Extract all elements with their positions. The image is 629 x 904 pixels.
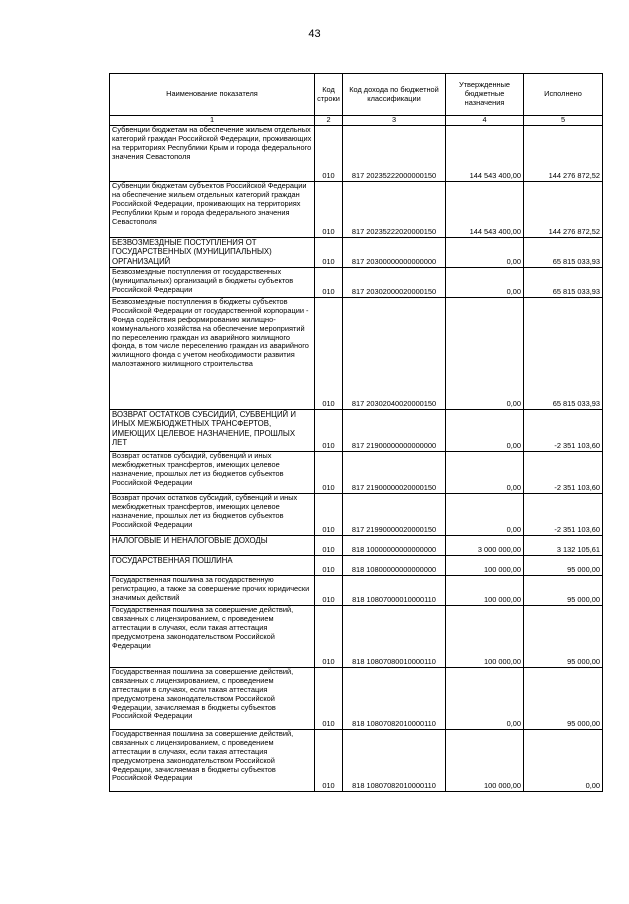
cell-kbk: 817 20300000000000000	[343, 238, 446, 268]
cell-kbk: 818 10800000000000000	[343, 556, 446, 576]
column-number-row	[110, 116, 603, 126]
col-number: 4	[446, 116, 524, 126]
cell-plan: 0,00	[446, 668, 524, 730]
cell-done: 65 815 033,93	[524, 298, 603, 410]
cell-done: -2 351 103,60	[524, 494, 603, 536]
cell-plan: 3 000 000,00	[446, 536, 524, 556]
cell-code: 010	[315, 494, 343, 536]
budget-table	[109, 73, 603, 792]
cell-done: 95 000,00	[524, 606, 603, 668]
cell-name: НАЛОГОВЫЕ И НЕНАЛОГОВЫЕ ДОХОДЫ	[110, 536, 315, 556]
cell-plan: 0,00	[446, 298, 524, 410]
cell-name: Государственная пошлина за совершение действий, связанных с лицензированием, с проведением аттестации в случаях, если такая аттестация предусмотрена законодательством Российской Федерации, зачисляемая в бюджеты субъектов Российской Федерации	[110, 730, 315, 792]
cell-done: 95 000,00	[524, 556, 603, 576]
cell-name: Государственная пошлина за совершение действий, связанных с лицензированием, с проведением аттестации в случаях, если такая аттестация предусмотрена законодательством Российской Федерации, зачисляемая в бюджеты субъектов Российской Федерации	[110, 668, 315, 730]
table-row	[110, 452, 603, 494]
page-number: 43	[308, 28, 321, 40]
cell-done: 3 132 105,61	[524, 536, 603, 556]
cell-kbk: 817 20302000020000150	[343, 268, 446, 298]
cell-kbk: 818 10807082010000110	[343, 730, 446, 792]
cell-plan: 0,00	[446, 410, 524, 452]
cell-code: 010	[315, 556, 343, 576]
table-row	[110, 606, 603, 668]
cell-kbk: 817 20235222020000150	[343, 182, 446, 238]
cell-plan: 100 000,00	[446, 576, 524, 606]
cell-name: ГОСУДАРСТВЕННАЯ ПОШЛИНА	[110, 556, 315, 576]
cell-done: -2 351 103,60	[524, 452, 603, 494]
cell-kbk: 818 10807080010000110	[343, 606, 446, 668]
table-row	[110, 238, 603, 268]
table-row	[110, 494, 603, 536]
table-row	[110, 730, 603, 792]
cell-name: Безвозмездные поступления в бюджеты субъектов Российской Федерации от государственной корпорации - Фонда содействия реформированию жилищно-коммунального хозяйства на обеспечение мероприятий по переселению граждан из аварийного жилищного фонда, в том числе переселению граждан из аварийного жилищного фонда с учетом необходимости развития малоэтажного жилищного строительства	[110, 298, 315, 410]
table-row	[110, 126, 603, 182]
table-row	[110, 536, 603, 556]
cell-code: 010	[315, 298, 343, 410]
col-number: 2	[315, 116, 343, 126]
cell-code: 010	[315, 606, 343, 668]
cell-name: Возврат прочих остатков субсидий, субвенций и иных межбюджетных трансфертов, имеющих целевое назначение, прошлых лет из бюджетов субъектов Российской Федерации	[110, 494, 315, 536]
table-row	[110, 298, 603, 410]
cell-code: 010	[315, 410, 343, 452]
cell-name: БЕЗВОЗМЕЗДНЫЕ ПОСТУПЛЕНИЯ ОТ ГОСУДАРСТВЕННЫХ (МУНИЦИПАЛЬНЫХ) ОРГАНИЗАЦИЙ	[110, 238, 315, 268]
cell-code: 010	[315, 576, 343, 606]
cell-done: 95 000,00	[524, 668, 603, 730]
cell-plan: 0,00	[446, 238, 524, 268]
cell-name: Безвозмездные поступления от государственных (муниципальных) организаций в бюджеты субъектов Российской Федерации	[110, 268, 315, 298]
cell-name: Возврат остатков субсидий, субвенций и иных межбюджетных трансфертов, имеющих целевое назначение, прошлых лет из бюджетов субъектов Российской Федерации	[110, 452, 315, 494]
cell-code: 010	[315, 268, 343, 298]
cell-code: 010	[315, 126, 343, 182]
cell-name: Субвенции бюджетам субъектов Российской Федерации на обеспечение жильем отдельных категорий граждан Российской Федерации, проживающих на территориях Республики Крым и города федерального значения Севастополя	[110, 182, 315, 238]
cell-plan: 100 000,00	[446, 606, 524, 668]
table-row	[110, 182, 603, 238]
col-number: 5	[524, 116, 603, 126]
cell-done: 144 276 872,52	[524, 126, 603, 182]
cell-done: 95 000,00	[524, 576, 603, 606]
cell-code: 010	[315, 238, 343, 268]
cell-kbk: 818 10807000010000110	[343, 576, 446, 606]
cell-name: Субвенции бюджетам на обеспечение жильем отдельных категорий граждан Российской Федерации, проживающих на территориях Республики Крым и города федерального значения Севастополя	[110, 126, 315, 182]
header-row	[110, 74, 603, 116]
cell-name: ВОЗВРАТ ОСТАТКОВ СУБСИДИЙ, СУБВЕНЦИЙ И ИНЫХ МЕЖБЮДЖЕТНЫХ ТРАНСФЕРТОВ, ИМЕЮЩИХ ЦЕЛЕВОЕ НАЗНАЧЕНИЕ, ПРОШЛЫХ ЛЕТ	[110, 410, 315, 452]
col-header-done: Исполнено	[524, 74, 603, 116]
table-row	[110, 268, 603, 298]
cell-code: 010	[315, 730, 343, 792]
cell-code: 010	[315, 668, 343, 730]
table-row	[110, 576, 603, 606]
cell-kbk: 817 20235222000000150	[343, 126, 446, 182]
cell-kbk: 817 21990000020000150	[343, 494, 446, 536]
cell-name: Государственная пошлина за совершение действий, связанных с лицензированием, с проведением аттестации в случаях, если такая аттестация предусмотрена законодательством Российской Федерации	[110, 606, 315, 668]
cell-plan: 100 000,00	[446, 556, 524, 576]
cell-code: 010	[315, 536, 343, 556]
cell-plan: 0,00	[446, 494, 524, 536]
cell-done: 144 276 872,52	[524, 182, 603, 238]
cell-kbk: 817 20302040020000150	[343, 298, 446, 410]
cell-done: -2 351 103,60	[524, 410, 603, 452]
col-header-plan: Утвержденные бюджетные назначения	[446, 74, 524, 116]
cell-kbk: 818 10000000000000000	[343, 536, 446, 556]
cell-done: 65 815 033,93	[524, 268, 603, 298]
cell-code: 010	[315, 182, 343, 238]
cell-code: 010	[315, 452, 343, 494]
cell-kbk: 817 21900000020000150	[343, 452, 446, 494]
cell-plan: 144 543 400,00	[446, 126, 524, 182]
col-number: 1	[110, 116, 315, 126]
col-header-name: Наименование показателя	[110, 74, 315, 116]
cell-plan: 100 000,00	[446, 730, 524, 792]
table-row	[110, 556, 603, 576]
cell-kbk: 817 21900000000000000	[343, 410, 446, 452]
cell-name: Государственная пошлина за государственную регистрацию, а также за совершение прочих юридически значимых действий	[110, 576, 315, 606]
col-number: 3	[343, 116, 446, 126]
cell-plan: 144 543 400,00	[446, 182, 524, 238]
table-row	[110, 668, 603, 730]
cell-plan: 0,00	[446, 268, 524, 298]
table-row	[110, 410, 603, 452]
cell-done: 65 815 033,93	[524, 238, 603, 268]
cell-plan: 0,00	[446, 452, 524, 494]
cell-kbk: 818 10807082010000110	[343, 668, 446, 730]
col-header-kbk: Код дохода по бюджетной классификации	[343, 74, 446, 116]
col-header-code: Код строки	[315, 74, 343, 116]
cell-done: 0,00	[524, 730, 603, 792]
